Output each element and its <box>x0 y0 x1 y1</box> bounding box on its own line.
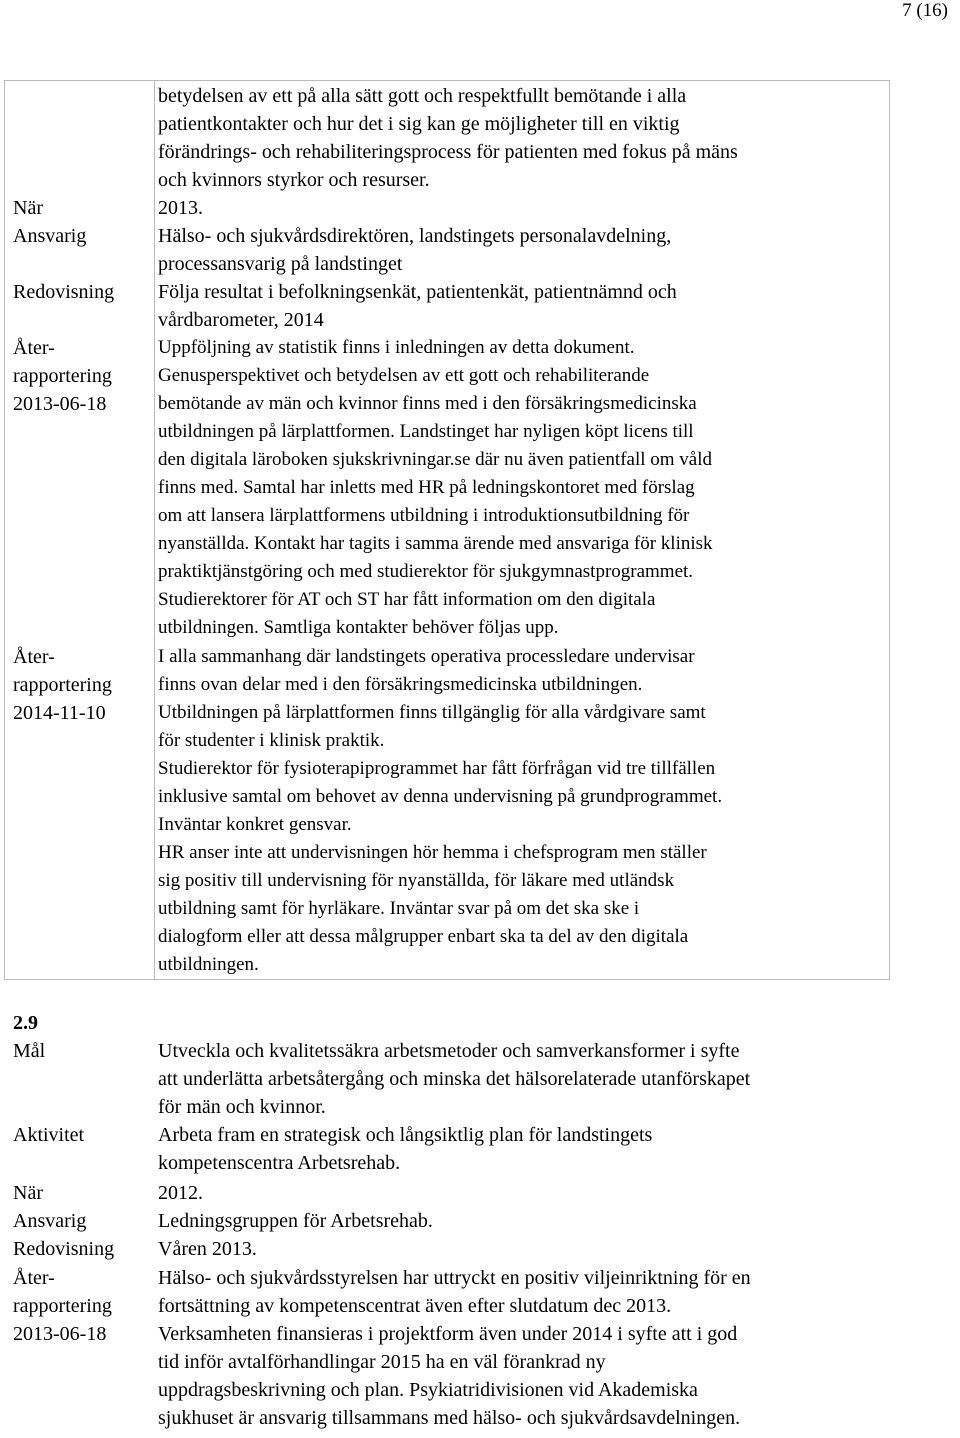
mal-line: Utveckla och kvalitetssäkra arbetsmetoder och samverkansformer i syfte <box>158 1040 740 1062</box>
aterrapp-label: rapportering <box>13 674 112 696</box>
redovisning-label: Redovisning <box>13 281 115 303</box>
aktivitet-label: Aktivitet <box>13 1124 85 1146</box>
report-line: utbildningen. <box>158 954 259 975</box>
report-line: Verksamheten finansieras i projektform även under 2014 i syfte att i god <box>158 1323 738 1345</box>
aktivitet-line: kompetenscentra Arbetsrehab. <box>158 1152 401 1174</box>
intro-line: betydelsen av ett på alla sätt gott och respektfullt bemötande i alla <box>158 85 687 107</box>
redovisning-line: Följa resultat i befolkningsenkät, patientenkät, patientnämnd och <box>158 281 677 303</box>
report-line: I alla sammanhang där landstingets operativa processledare undervisar <box>158 646 695 667</box>
report-line: HR anser inte att undervisningen hör hemma i chefsprogram men ställer <box>158 842 707 863</box>
aktivitet-line: Arbeta fram en strategisk och långsiktlig plan för landstingets <box>158 1124 653 1146</box>
report-line: utbildning samt för hyrläkare. Inväntar svar på om det ska ske i <box>158 898 640 919</box>
report-line: finns ovan delar med i den försäkringsmedicinska utbildningen. <box>158 674 643 695</box>
report-line: finns med. Samtal har inletts med HR på ledningskontoret med förslag <box>158 477 695 498</box>
report-line: utbildningen. Samtliga kontakter behöver följas upp. <box>158 617 559 638</box>
intro-line: och kvinnors styrkor och resurser. <box>158 169 430 191</box>
nar-label: När <box>13 1182 43 1204</box>
report-line: Uppföljning av statistik finns i inledningen av detta dokument. <box>158 337 635 358</box>
ansvarig-label: Ansvarig <box>13 1210 87 1232</box>
report-line: uppdragsbeskrivning och plan. Psykiatridivisionen vid Akademiska <box>158 1379 698 1401</box>
report-line: Studierektor för fysioterapiprogrammet har fått förfrågan vid tre tillfällen <box>158 758 716 779</box>
ansvarig-value: Ledningsgruppen för Arbetsrehab. <box>158 1210 433 1232</box>
report-line: Genusperspektivet och betydelsen av ett gott och rehabiliterande <box>158 365 650 386</box>
redovisning-line: vårdbarometer, 2014 <box>158 309 324 331</box>
report-line: sig positiv till undervisning för nyanställda, för läkare med utländsk <box>158 870 675 891</box>
aterrapp-label: rapportering <box>13 1295 112 1317</box>
report-line: för studenter i klinisk praktik. <box>158 730 385 751</box>
nar-value: 2013. <box>158 197 203 219</box>
ansvarig-line: Hälso- och sjukvårdsdirektören, landstingets personalavdelning, <box>158 225 672 247</box>
report-line: om att lansera lärplattformens utbildning i introduktionsutbildning för <box>158 505 690 526</box>
mal-line: att underlätta arbetsåtergång och minska det hälsorelaterade utanförskapet <box>158 1068 751 1090</box>
mal-line: för män och kvinnor. <box>158 1096 326 1118</box>
report-line: fortsättning av kompetenscentrat även efter slutdatum dec 2013. <box>158 1295 672 1317</box>
report-line: bemötande av män och kvinnor finns med i den försäkringsmedicinska <box>158 393 697 414</box>
report-line: dialogform eller att dessa målgrupper enbart ska ta del av den digitala <box>158 926 689 947</box>
aterrapp-date: 2014-11-10 <box>13 702 106 724</box>
ansvarig-line: processansvarig på landstinget <box>158 253 403 275</box>
report-line: Studierektorer för AT och ST har fått information om den digitala <box>158 589 656 610</box>
ansvarig-label: Ansvarig <box>13 225 87 247</box>
report-line: sjukhuset är ansvarig tillsammans med hälso- och sjukvårdsavdelningen. <box>158 1407 741 1429</box>
aterrapp-label: Åter- <box>13 1267 55 1289</box>
aterrapp-label: Åter- <box>13 337 55 359</box>
report-line: inklusive samtal om behovet av denna undervisning på grundprogrammet. <box>158 786 723 807</box>
column-divider <box>154 81 155 979</box>
nar-value: 2012. <box>158 1182 203 1204</box>
aterrapp-label: Åter- <box>13 646 55 668</box>
report-line: den digitala läroboken sjukskrivningar.se där nu även patientfall om våld <box>158 449 713 470</box>
report-line: utbildningen på lärplattformen. Landstinget har nyligen köpt licens till <box>158 421 694 442</box>
intro-line: förändrings- och rehabiliteringsprocess för patienten med fokus på mäns <box>158 141 738 163</box>
aterrapp-date: 2013-06-18 <box>13 1323 107 1345</box>
page-number: 7 (16) <box>902 0 948 21</box>
redovisning-label: Redovisning <box>13 1238 115 1260</box>
aterrapp-date: 2013-06-18 <box>13 393 107 415</box>
report-line: nyanställda. Kontakt har tagits i samma ärende med ansvariga för klinisk <box>158 533 713 554</box>
aterrapp-label: rapportering <box>13 365 112 387</box>
report-line: praktiktjänstgöring och med studierektor för sjukgymnastprogrammet. <box>158 561 694 582</box>
report-line: tid inför avtalförhandlingar 2015 ha en väl förankrad ny <box>158 1351 606 1373</box>
report-line: Hälso- och sjukvårdsstyrelsen har uttryckt en positiv viljeinriktning för en <box>158 1267 751 1289</box>
report-line: Inväntar konkret gensvar. <box>158 814 352 835</box>
report-line: Utbildningen på lärplattformen finns tillgänglig för alla vårdgivare samt <box>158 702 706 723</box>
intro-line: patientkontakter och hur det i sig kan ge möjligheter till en viktig <box>158 113 680 135</box>
nar-label: När <box>13 197 43 219</box>
section-heading: 2.9 <box>13 1012 38 1034</box>
redovisning-value: Våren 2013. <box>158 1238 257 1260</box>
mal-label: Mål <box>13 1040 46 1062</box>
